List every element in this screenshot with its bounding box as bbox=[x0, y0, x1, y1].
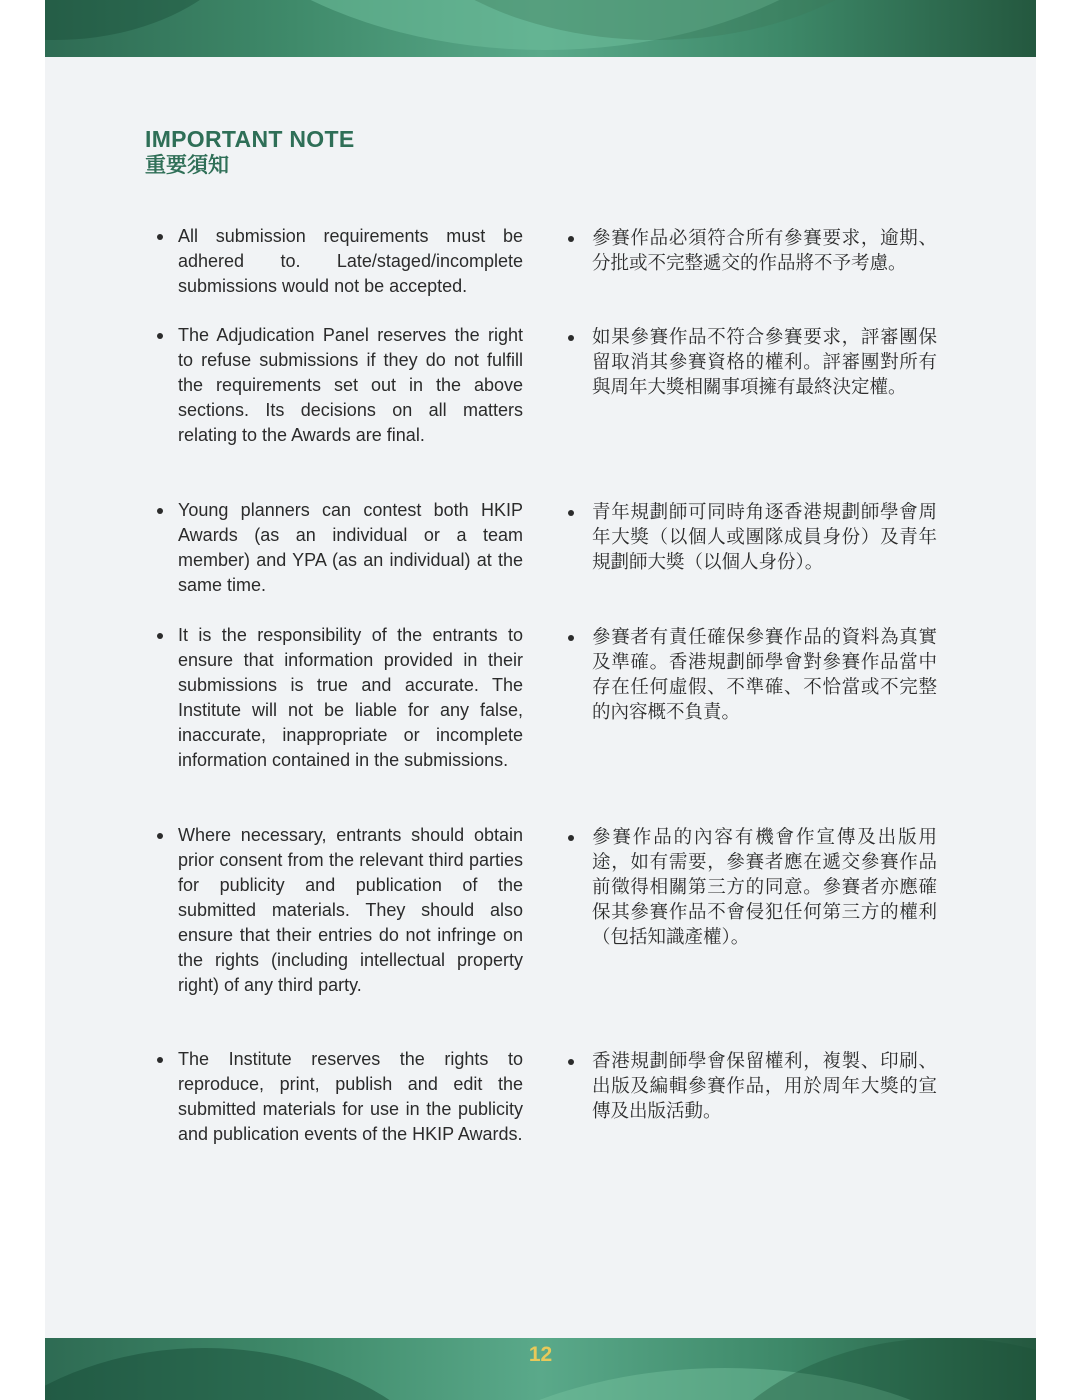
bullet-icon bbox=[568, 236, 574, 242]
bullet-icon bbox=[568, 510, 574, 516]
bullet-icon bbox=[157, 508, 163, 514]
note-chinese: 青年規劃師可同時角逐香港規劃師學會周年大獎（以個人或團隊成員身份）及青年規劃師大獎（以個人身份）。 bbox=[592, 502, 937, 573]
note-chinese: 香港規劃師學會保留權利，複製、印刷、出版及編輯參賽作品，用於周年大獎的宣傳及出版活動。 bbox=[592, 1051, 937, 1122]
note-english: Young planners can contest both HKIP Awards (as an individual or a team member) and YPA (as an individual) at the same time. bbox=[178, 500, 523, 595]
bullet-icon bbox=[157, 1057, 163, 1063]
note-english: The Institute reserves the rights to reproduce, print, publish and edit the submitted materials for use in the publicity and publication events of the HKIP Awards. bbox=[178, 1049, 523, 1144]
bullet-icon bbox=[157, 633, 163, 639]
bullet-icon bbox=[157, 234, 163, 240]
bullet-icon bbox=[157, 333, 163, 339]
bullet-icon bbox=[568, 835, 574, 841]
note-english: Where necessary, entrants should obtain prior consent from the relevant third parties for publicity and publication of the submitted materials. They should also ensure that their entries do not infringe on the rights (including intellectual property right) of any third party. bbox=[178, 825, 523, 995]
bullet-icon bbox=[568, 1059, 574, 1065]
section-heading bbox=[145, 125, 354, 177]
note-english: The Adjudication Panel reserves the right to refuse submissions if they do not fulfill the requirements set out in the above sections. Its decisions on all matters relating to the Awards are final. bbox=[178, 325, 523, 445]
bullet-icon bbox=[157, 833, 163, 839]
note-chinese: 參賽者有責任確保參賽作品的資料為真實及準確。香港規劃師學會對參賽作品當中存在任何虛假、不準確、不恰當或不完整的內容概不負責。 bbox=[592, 627, 937, 723]
bullet-icon bbox=[568, 635, 574, 641]
document-page bbox=[45, 0, 1036, 1400]
heading-english: IMPORTANT NOTE bbox=[145, 126, 355, 152]
note-english: It is the responsibility of the entrants to ensure that information provided in their submissions is true and accurate. The Institute will not be liable for any false, inaccurate, inappropriate or incomplete information contained in the submissions. bbox=[178, 625, 523, 770]
decorative-header-band bbox=[45, 0, 1036, 57]
heading-chinese: 重要須知 bbox=[145, 153, 229, 177]
bullet-icon bbox=[568, 335, 574, 341]
page-number: 12 bbox=[528, 1343, 553, 1366]
note-english: All submission requirements must be adhered to. Late/staged/incomplete submissions would not be accepted. bbox=[178, 226, 523, 296]
note-chinese: 參賽作品必須符合所有參賽要求，逾期、分批或不完整遞交的作品將不予考慮。 bbox=[592, 228, 937, 274]
note-chinese: 如果參賽作品不符合參賽要求，評審團保留取消其參賽資格的權利。評審團對所有與周年大獎相關事項擁有最終決定權。 bbox=[592, 327, 937, 398]
note-chinese: 參賽作品的內容有機會作宣傳及出版用途，如有需要，參賽者應在遞交參賽作品前徵得相關第三方的同意。參賽者亦應確保其參賽作品不會侵犯任何第三方的權利（包括知識產權）。 bbox=[592, 827, 937, 948]
